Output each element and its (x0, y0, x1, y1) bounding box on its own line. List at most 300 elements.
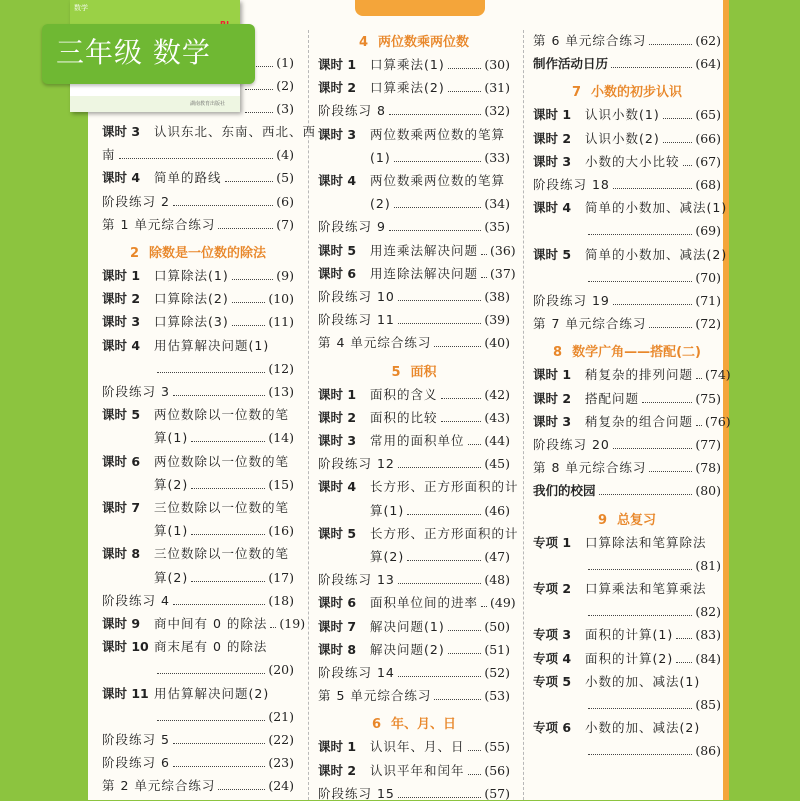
page-number: (24) (268, 778, 294, 794)
toc-entry (533, 535, 721, 550)
dot-leader (588, 754, 692, 755)
lesson-label: 专项 4 (533, 650, 572, 666)
toc-entry (533, 413, 731, 429)
entry-title: 认识小数(2) (585, 130, 660, 146)
entry-title: 口算除法(2) (154, 291, 229, 307)
entry-title: 第 6 单元综合练习 (533, 33, 647, 48)
entry-title: 算(2) (370, 549, 405, 564)
toc-entry (533, 604, 721, 619)
entry-title: 阶段练习 11 (318, 312, 395, 328)
dot-leader (218, 228, 273, 229)
entry-title: 算(1) (370, 502, 405, 518)
entry-title: 简单的路线 (154, 170, 222, 186)
page-number: (51) (484, 641, 510, 657)
dot-leader (468, 750, 482, 751)
toc-entry (533, 483, 721, 498)
entry-title: 算(2) (154, 476, 189, 492)
toc-entry (102, 454, 294, 469)
lesson-label: 专项 6 (533, 720, 572, 736)
toc-entry (533, 154, 721, 169)
dot-leader (613, 188, 692, 189)
lesson-label: 专项 2 (533, 581, 572, 596)
dot-leader (448, 653, 482, 654)
dot-leader (398, 467, 481, 468)
entry-title: 用估算解决问题(1) (154, 337, 270, 353)
lesson-label: 课时 1 (318, 739, 357, 755)
toc-entry (533, 33, 721, 48)
dot-leader (468, 444, 482, 445)
entry-title: 阶段练习 4 (102, 592, 170, 608)
entry-title: 面积的计算(2) (585, 650, 674, 666)
lesson-label: 课时 4 (318, 479, 357, 495)
toc-entry (533, 56, 721, 71)
entry-title: 用连除法解决问题 (370, 265, 479, 281)
page-number: (35) (484, 219, 510, 235)
entry-title: 阶段练习 15 (318, 785, 395, 801)
dot-leader (191, 441, 265, 442)
lesson-label: 专项 5 (533, 673, 572, 689)
entry-title: 第 8 单元综合练习 (533, 460, 647, 476)
entry-title: 阶段练习 9 (318, 219, 386, 235)
entry-title: 阶段练习 2 (102, 193, 170, 209)
chapter-heading (318, 717, 510, 733)
dot-leader (245, 89, 273, 90)
toc-entry (102, 314, 294, 329)
entry-title: 用连乘法解决问题 (370, 242, 479, 258)
entry-title: 算(1) (154, 430, 189, 446)
dot-leader (191, 581, 265, 582)
dot-leader (649, 471, 692, 472)
dot-leader (676, 638, 692, 639)
chapter-number: 6 (371, 717, 382, 733)
chapter-number: 8 (553, 345, 563, 361)
toc-entry (318, 739, 510, 754)
toc-entry (533, 558, 721, 573)
page-number: (76) (705, 413, 731, 429)
dot-leader (245, 112, 273, 113)
lesson-label: 课时 1 (102, 268, 141, 283)
page-number: (78) (695, 460, 721, 476)
toc-entry (533, 246, 728, 262)
entry-title: 阶段练习 13 (318, 572, 395, 588)
lesson-label: 课时 3 (533, 153, 572, 169)
toc-entry (533, 437, 721, 452)
entry-title: 阶段练习 6 (102, 755, 170, 771)
page-number: (23) (268, 755, 294, 771)
page-number: (57) (484, 785, 510, 801)
page-number: (67) (695, 153, 721, 169)
chapter-title: 除数是一位数的除法 (149, 246, 267, 261)
entry-title: 简单的小数加、减法(2) (585, 246, 728, 262)
page-number: (18) (268, 592, 294, 608)
entry-title: 我们的校园 (533, 483, 596, 499)
page-number: (1) (276, 55, 294, 70)
entry-title: 口算乘法(1) (370, 57, 445, 72)
lesson-label: 课时 3 (533, 413, 572, 429)
dot-leader (481, 277, 487, 278)
page-number: (20) (268, 662, 294, 678)
toc-entry (318, 410, 510, 425)
dot-leader (232, 279, 274, 280)
toc-entry (102, 570, 294, 585)
page-number: (38) (484, 289, 510, 304)
toc-entry (533, 581, 721, 596)
page-number: (21) (268, 708, 294, 724)
dot-leader (599, 494, 693, 495)
dot-leader (389, 114, 481, 115)
toc-entry (318, 335, 510, 350)
chapter-title: 年、月、日 (391, 717, 457, 733)
page-number: (80) (695, 483, 721, 499)
entry-title: 第 4 单元综合练习 (318, 335, 432, 351)
lesson-label: 课时 7 (102, 500, 141, 515)
chapter-title: 小数的初步认识 (591, 85, 683, 101)
toc-entry (533, 107, 721, 122)
entry-title: 阶段练习 8 (318, 103, 386, 119)
chapter-number: 9 (597, 512, 608, 528)
dot-leader (481, 606, 487, 607)
entry-title: 认识年、月、日 (370, 739, 465, 755)
entry-title: 搭配问题 (585, 390, 640, 406)
page-number: (45) (484, 456, 510, 472)
entry-title: 解决问题(2) (370, 641, 445, 657)
toc-entry (533, 460, 721, 475)
lesson-label: 课时 5 (533, 246, 572, 262)
lesson-label: 课时 3 (102, 124, 141, 139)
dot-leader (173, 604, 265, 605)
toc-entry (318, 127, 510, 142)
entry-title: 常用的面积单位 (370, 433, 465, 448)
chapter-title: 数学广角——搭配(二) (572, 345, 701, 361)
page-number: (84) (695, 650, 721, 666)
toc-entry (102, 384, 294, 399)
page-number: (32) (484, 103, 510, 119)
dot-leader (588, 569, 692, 570)
toc-entry (533, 697, 721, 712)
toc-entry (102, 662, 294, 677)
entry-title: 算(2) (154, 569, 189, 585)
page-number: (10) (268, 291, 294, 307)
dot-leader (218, 789, 265, 790)
toc-entry (102, 291, 294, 306)
toc-entry (533, 391, 721, 406)
toc-entry (533, 720, 721, 735)
toc-entry (102, 523, 294, 538)
chapter-heading (533, 345, 721, 361)
page-number: (69) (695, 223, 721, 239)
entry-title: 制作活动日历 (533, 56, 609, 72)
toc-entry (318, 103, 510, 118)
lesson-label: 课时 2 (318, 80, 357, 96)
toc-entry (318, 242, 516, 258)
toc-entry (318, 786, 510, 801)
page-number: (22) (268, 732, 294, 747)
entry-title: 第 5 单元综合练习 (318, 688, 432, 704)
toc-entry (102, 593, 294, 608)
chapter-number: 7 (571, 85, 582, 101)
entry-title: 阶段练习 5 (102, 732, 170, 747)
dot-leader (407, 514, 481, 515)
lesson-label: 课时 11 (102, 685, 149, 701)
dot-leader (434, 699, 481, 700)
dot-leader (649, 44, 692, 45)
entry-title: 第 7 单元综合练习 (533, 316, 647, 332)
entry-title: 面积的比较 (370, 409, 438, 425)
page-number: (66) (695, 130, 721, 146)
lesson-label: 课时 3 (318, 433, 357, 448)
toc-entry (533, 367, 731, 383)
toc-entry (318, 595, 516, 611)
column-divider (523, 30, 524, 800)
toc-entry (102, 500, 294, 515)
toc-entry (318, 433, 510, 448)
toc-entry (318, 479, 519, 495)
toc-entry (102, 338, 294, 353)
dot-leader (394, 161, 482, 162)
lesson-label: 课时 6 (318, 595, 357, 611)
page-number: (53) (484, 688, 510, 704)
entry-title: (1) (370, 149, 391, 165)
entry-title: 稍复杂的组合问题 (585, 413, 694, 429)
entry-title: 第 1 单元综合练习 (102, 216, 216, 232)
dot-leader (398, 583, 481, 584)
page-number: (71) (695, 293, 721, 308)
entry-title: 长方形、正方形面积的计 (370, 525, 519, 541)
page-number: (30) (484, 57, 510, 72)
dot-leader (448, 630, 482, 631)
dot-leader (441, 398, 482, 399)
entry-title: 认识小数(1) (585, 107, 660, 123)
toc-entry (102, 407, 294, 422)
page-number: (81) (695, 557, 721, 573)
page-number: (3) (276, 101, 294, 116)
chapter-title: 两位数乘两位数 (378, 35, 470, 50)
toc-entry (318, 387, 510, 402)
page-number: (14) (268, 430, 294, 446)
page-number: (2) (276, 78, 294, 93)
lesson-label: 课时 2 (533, 130, 572, 146)
page-number: (7) (276, 216, 294, 232)
page-number: (13) (268, 384, 294, 399)
page-number: (65) (695, 107, 721, 123)
dot-leader (649, 327, 692, 328)
toc-entry (533, 270, 721, 285)
toc-entry (102, 686, 294, 701)
dot-leader (157, 372, 265, 373)
dot-leader (441, 421, 482, 422)
page-number: (11) (268, 314, 294, 330)
toc-entry (533, 651, 721, 666)
dot-leader (157, 673, 265, 674)
page-number: (86) (695, 743, 721, 759)
entry-title: 三位数除以一位数的笔 (154, 500, 290, 515)
dot-leader (434, 346, 481, 347)
dot-leader (676, 662, 692, 663)
chapter-heading (318, 35, 510, 51)
lesson-label: 专项 1 (533, 534, 572, 550)
lesson-label: 课时 10 (102, 639, 149, 655)
page-number: (74) (705, 367, 731, 383)
page-number: (12) (268, 360, 294, 376)
toc-entry (318, 619, 510, 634)
dot-leader (468, 774, 482, 775)
column-divider (308, 30, 309, 800)
dot-leader (588, 281, 692, 282)
toc-entry (318, 289, 510, 304)
chapter-heading (318, 365, 510, 381)
cover-publisher: 湖南教育出版社 (190, 101, 226, 107)
toc-entry (102, 616, 306, 631)
dot-leader (173, 205, 273, 206)
lesson-label: 课时 4 (102, 170, 141, 186)
lesson-label: 专项 3 (533, 627, 572, 643)
page-number: (34) (484, 196, 510, 212)
toc-entry (102, 194, 294, 209)
page-number: (9) (276, 268, 294, 283)
toc-entry (318, 173, 510, 188)
entry-title: 阶段练习 19 (533, 293, 610, 308)
toc-entry (318, 642, 510, 657)
lesson-label: 课时 4 (318, 173, 357, 188)
page-number: (68) (695, 177, 721, 192)
dot-leader (642, 402, 692, 403)
entry-title: 小数的加、减法(2) (585, 720, 701, 736)
entry-title: 三位数除以一位数的笔 (154, 546, 290, 562)
toc-entry (318, 763, 510, 778)
entry-title: 第 2 单元综合练习 (102, 778, 216, 794)
page-number: (77) (695, 437, 721, 452)
lesson-label: 课时 5 (318, 525, 357, 541)
chapter-heading (102, 246, 294, 262)
lesson-label: 课时 6 (102, 453, 141, 469)
toc-entry (102, 639, 294, 654)
lesson-label: 课时 2 (318, 409, 357, 425)
toc-entry (102, 361, 294, 376)
page-number: (52) (484, 665, 510, 680)
entry-title: 认识东北、东南、西北、西 (154, 124, 317, 139)
dot-leader (119, 158, 274, 159)
page-number: (42) (484, 386, 510, 402)
entry-title: 口算乘法(2) (370, 80, 445, 96)
lesson-label: 课时 2 (102, 291, 141, 307)
entry-title: 认识平年和闰年 (370, 762, 465, 778)
grade-subject-label: 三年级 数学 (56, 36, 211, 69)
toc-entry (102, 546, 294, 561)
toc-entry (102, 147, 294, 162)
lesson-label: 课时 1 (318, 57, 357, 72)
entry-title: 小数的大小比较 (585, 153, 680, 169)
toc-entry (318, 80, 510, 95)
lesson-label: 课时 5 (102, 407, 141, 423)
dot-leader (588, 708, 692, 709)
toc-entry (533, 293, 721, 308)
entry-title: 用估算解决问题(2) (154, 685, 270, 701)
lesson-label: 课时 4 (533, 200, 572, 216)
page-number: (15) (268, 476, 294, 492)
toc-entry (102, 755, 294, 770)
chapter-title: 总复习 (617, 512, 657, 528)
toc-entry (318, 572, 510, 587)
lesson-label: 课时 7 (318, 618, 357, 634)
page-number: (75) (695, 390, 721, 406)
lesson-label: 课时 3 (102, 314, 141, 330)
lesson-label: 课时 5 (318, 242, 357, 258)
chapter-heading (533, 85, 721, 101)
page-number: (85) (695, 697, 721, 712)
page-number: (72) (695, 316, 721, 332)
toc-entry (318, 503, 510, 518)
entry-title: 阶段练习 14 (318, 665, 395, 680)
dot-leader (173, 395, 265, 396)
chapter-number: 2 (129, 246, 140, 261)
entry-title: 算(1) (154, 523, 189, 539)
lesson-label: 课时 2 (318, 762, 357, 778)
dot-leader (389, 230, 481, 231)
toc-entry (102, 430, 294, 445)
dot-leader (398, 676, 481, 677)
toc-entry (533, 316, 721, 331)
toc-entry (318, 688, 510, 703)
entry-title: 阶段练习 20 (533, 437, 610, 452)
entry-title: 口算除法(1) (154, 268, 229, 283)
dot-leader (448, 68, 482, 69)
dot-leader (663, 142, 693, 143)
toc-entry (533, 177, 721, 192)
page-number: (43) (484, 409, 510, 425)
entry-title: 南 (102, 147, 116, 163)
entry-title: 长方形、正方形面积的计 (370, 479, 519, 495)
entry-title: 两位数乘两位数的笔算 (370, 126, 506, 142)
toc-entry (102, 477, 294, 492)
dot-leader (232, 325, 266, 326)
page-number: (40) (484, 335, 510, 351)
page-number: (55) (484, 739, 510, 755)
dot-leader (232, 302, 266, 303)
page-number: (4) (276, 147, 294, 163)
dot-leader (407, 560, 481, 561)
toc-entry (102, 217, 294, 232)
page-number: (6) (276, 193, 294, 209)
entry-title: 阶段练习 3 (102, 384, 170, 399)
entry-title: 阶段练习 12 (318, 456, 395, 472)
dot-leader (448, 91, 482, 92)
dot-leader (588, 615, 692, 616)
page-number: (83) (695, 627, 721, 643)
dot-leader (613, 448, 692, 449)
dot-leader (613, 304, 692, 305)
chapter-number: 5 (391, 364, 401, 380)
page-number: (48) (484, 572, 510, 588)
dot-leader (225, 181, 274, 182)
toc-entry (318, 549, 510, 564)
lesson-label: 课时 1 (533, 367, 572, 383)
dot-leader (270, 627, 276, 628)
toc-entry (102, 709, 294, 724)
page-number: (70) (695, 269, 721, 285)
toc-entry (318, 456, 510, 471)
lesson-label: 课时 2 (533, 390, 572, 406)
entry-title: 口算除法和笔算除法 (585, 534, 707, 550)
entry-title: 稍复杂的排列问题 (585, 367, 694, 383)
toc-entry (533, 674, 721, 689)
cover-subject-label: 数学 (74, 4, 88, 12)
toc-entry (533, 743, 721, 758)
dot-leader (663, 118, 693, 119)
entry-title: 两位数除以一位数的笔 (154, 407, 290, 423)
entry-title: 口算乘法和笔算乘法 (585, 581, 707, 596)
toc-entry (318, 219, 510, 234)
toc-entry (318, 312, 510, 327)
